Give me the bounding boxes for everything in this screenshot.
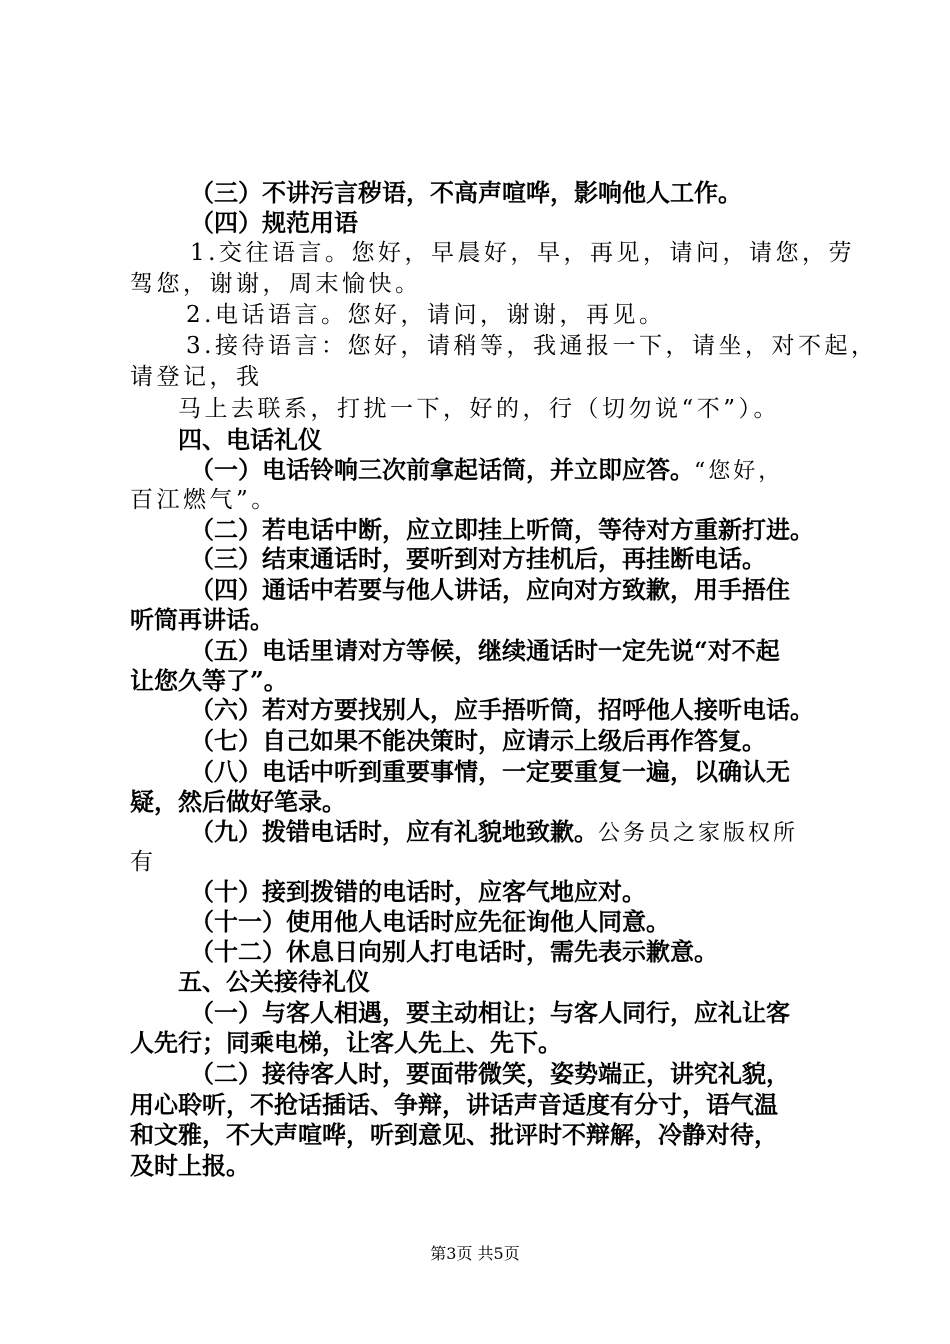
text-line: 用心聆听，不抢话插话、争辩，讲话声音适度有分寸，语气温 [130, 1090, 778, 1119]
text-line: （五）电话里请对方等候，继续通话时一定先说“对不起 [190, 636, 780, 665]
text-line: 和文雅，不大声喧哗，听到意见、批评时不辩解，冷静对待， [130, 1120, 778, 1149]
text-line [190, 455, 784, 484]
text-line: 疑，然后做好笔录。 [130, 787, 346, 816]
text-segment: “您好， [694, 459, 784, 484]
text-line: （十二）休息日向别人打电话时，需先表示歉意。 [190, 937, 718, 966]
text-line: 百江燃气”。 [130, 487, 278, 513]
text-segment: （九）拨错电话时，应有礼貌地致歉。 [190, 817, 598, 846]
text-line: 及时上报。 [130, 1151, 250, 1180]
section-heading: 五、公关接待礼仪 [178, 967, 370, 996]
text-line: （二）若电话中断，应立即挂上听筒，等待对方重新打进。 [190, 515, 814, 544]
text-line: （七）自己如果不能决策时，应请示上级后再作答复。 [190, 726, 766, 755]
text-line: 1.交往语言。您好，早晨好，早，再见，请问，请您，劳 [190, 240, 855, 266]
text-line: （三）不讲污言秽语，不高声喧哗，影响他人工作。 [190, 178, 742, 207]
text-line: 马上去联系，打扰一下，好的，行（切勿说“不”）。 [178, 396, 781, 422]
text-line: 3.接待语言：您好，请稍等，我通报一下，请坐，对不起， [186, 333, 878, 359]
text-line: （十一）使用他人电话时应先征询他人同意。 [190, 907, 670, 936]
page-footer: 第3页 共5页 [430, 1244, 520, 1263]
text-line: 2.电话语言。您好，请问，谢谢，再见。 [186, 302, 666, 328]
section-heading: 四、电话礼仪 [178, 425, 322, 454]
text-line [190, 817, 799, 846]
text-line: 请登记，我 [130, 364, 263, 390]
text-line: 让您久等了”。 [130, 666, 288, 695]
text-line: （八）电话中听到重要事情，一定要重复一遍，以确认无 [190, 757, 790, 786]
copyright-note: 公务员之家版权所 [598, 821, 799, 846]
text-line: （三）结束通话时，要听到对方挂机后，再挂断电话。 [190, 544, 766, 573]
text-line: （二）接待客人时，要面带微笑，姿势端正，讲究礼貌， [190, 1059, 790, 1088]
text-line: （六）若对方要找别人，应手捂听筒，招呼他人接听电话。 [190, 695, 814, 724]
text-line: （十）接到拨错的电话时，应客气地应对。 [190, 877, 646, 906]
text-line: （一）与客人相遇，要主动相让；与客人同行，应礼让客 [190, 998, 790, 1027]
text-line: （四）规范用语 [190, 208, 358, 237]
text-line: 听筒再讲话。 [130, 605, 274, 634]
text-segment: （一）电话铃响三次前拿起话筒，并立即应答。 [190, 455, 694, 484]
text-line: 驾您，谢谢，周末愉快。 [130, 271, 422, 297]
text-line: 有 [130, 849, 157, 875]
text-line: 人先行；同乘电梯，让客人先上、先下。 [130, 1028, 562, 1057]
text-line: （四）通话中若要与他人讲话，应向对方致歉，用手捂住 [190, 575, 790, 604]
